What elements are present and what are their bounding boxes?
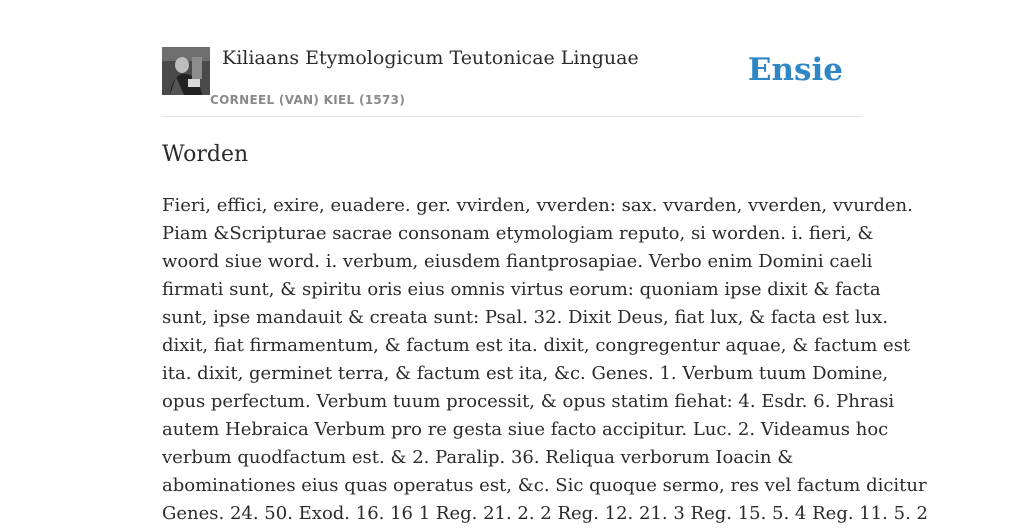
brand-logo[interactable]: Ensie <box>747 52 843 88</box>
author-portrait-image <box>162 47 210 95</box>
definition-line: autem Hebraica Verbum pro re gesta siue facto accipitur. Luc. 2. Videamus hoc <box>162 419 889 440</box>
definition-line: ita. dixit, germinet terra, & factum est ita, &c. Genes. 1. Verbum tuum Domine, <box>162 363 889 384</box>
definition-line: Piam &Scripturae sacrae consonam etymologiam reputo, si worden. i. fieri, & <box>162 223 874 244</box>
definition-line: Genes. 24. 50. Exod. 16. 16 1 Reg. 21. 2. 2 Reg. 12. 21. 3 Reg. 15. 5. 4 Reg. 11. 5. 2 <box>162 503 928 524</box>
entry-definition <box>162 192 928 528</box>
book-title[interactable]: Kiliaans Etymologicum Teutonicae Linguae <box>222 47 639 69</box>
author-name[interactable]: CORNEEL (VAN) KIEL (1573) <box>210 93 406 107</box>
definition-line: sunt, ipse mandauit & creata sunt: Psal. 32. Dixit Deus, fiat lux, & facta est lux. <box>162 307 889 328</box>
definition-line: abominationes eius quas operatus est, &c. Sic quoque sermo, res vel factum dicitur <box>162 475 927 496</box>
entry-headword: Worden <box>162 142 249 167</box>
definition-line: dixit, fiat firmamentum, & factum est ita. dixit, congregentur aquae, & factum est <box>162 335 911 356</box>
author-avatar[interactable] <box>162 47 210 95</box>
definition-line: firmati sunt, & spiritu oris eius omnis virtus eorum: quoniam ipse dixit & facta <box>162 279 881 300</box>
definition-line: opus perfectum. Verbum tuum processit, & opus statim fiehat: 4. Esdr. 6. Phrasi <box>162 391 895 412</box>
header <box>162 46 862 117</box>
definition-line: verbum quodfactum est. & 2. Paralip. 36. Reliqua verborum Ioacin & <box>162 447 794 468</box>
definition-line: Fieri, effici, exire, euadere. ger. vvirden, vverden: sax. vvarden, vverden, vvurden. <box>162 195 913 216</box>
definition-line: woord siue word. i. verbum, eiusdem fiantprosapiae. Verbo enim Domini caeli <box>162 251 873 272</box>
